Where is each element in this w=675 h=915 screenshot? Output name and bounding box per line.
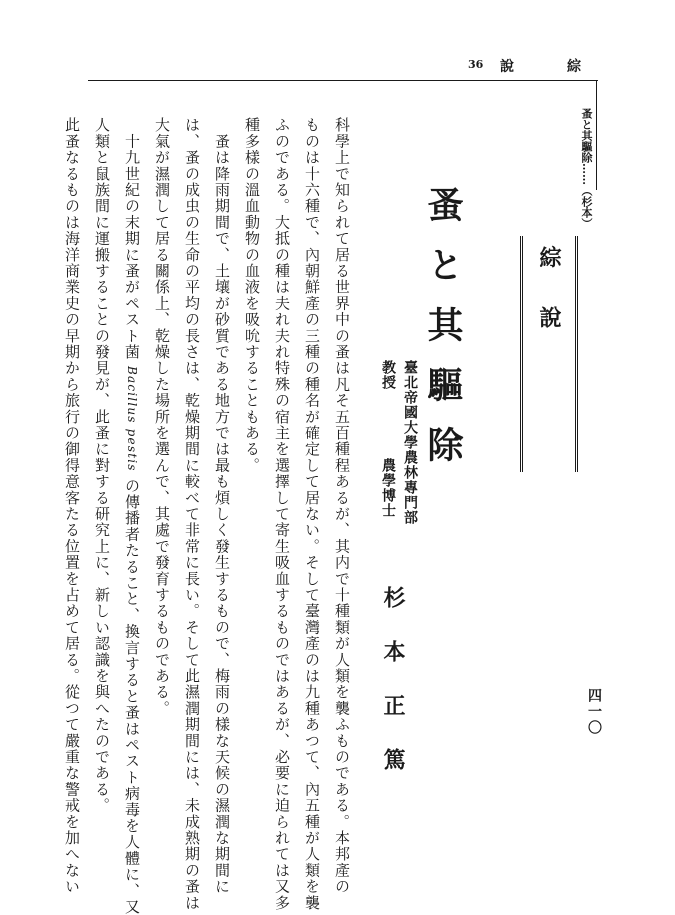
affiliation-degree: 農學博士 [380,458,396,518]
side-rule [596,80,597,190]
body-column-4: 種多樣の溫血動物の血液を吸吮することもある。 [243,117,261,474]
header-section-left: 說 [500,59,515,75]
body-column-8-pre: 十九世紀の末期に蚤がペスト菌 [123,117,141,366]
author-name: 杉本正篤 [380,586,406,802]
body-column-9: 人類と鼠族間に運搬することの發見が、此蚤に對する研究上に、新しい認識を與へたのである。 [93,117,111,814]
body-column-8 [124,117,139,915]
body-column-2: ものは十六種で、內朝鮮產の三種の種名が確定して居ない。そして臺灣產のは九種あつて、內五種が人類を襲 [303,117,321,911]
body-column-1: 科學上で知られて居る世界中の蚤は凡そ五百種程あるが、其内で十種類が人類を襲ふものである。本邦產の [333,117,351,895]
affiliation-line1: 臺北帝國大學農林專門部 [402,360,418,525]
header-page-number: 36 [468,58,484,71]
body-column-6: は、蚤の成虫の生命の平均の長さは、乾燥期間に較べて非常に長い。そして此濕潤期間には、未成熟期の蚤は [183,117,201,911]
running-title: 蚤と其驅除……（杉本） [580,108,593,229]
scientific-name: Bacillus pestis [125,365,139,472]
page-label: 四一〇 [586,688,602,736]
affiliation-position: 教授 [380,360,396,390]
body-column-7: 大氣が濕潤して居る關係上、乾燥した場所を選んで、其處で發育するものである。 [153,117,171,717]
body-column-3: ふのである。大抵の種は夫れ夫れ特殊の宿主を選擇して寄生吸血するものではあるが、必要に迫られては又多 [273,117,291,911]
body-column-8-post: の傳播者たること、換言すると蚤はペスト病毒を人體に、又 [123,471,141,915]
section-label: 綜說 [536,246,562,366]
header-rule [88,80,598,81]
article-title: 蚤と其驅除 [422,186,464,486]
header-section-right: 綜 [567,59,581,75]
body-column-5: 蚤は降雨期間で、土壤が砂質である地方では最も煩しく發生するもので、梅雨の樣な天候の濕潤な期間に [213,117,231,895]
body-column-10: 此蚤なるものは海洋商業史の早期から旅行の御得意客たる位置を占めて居る。從つて嚴重な警戒を加へない [63,117,81,895]
